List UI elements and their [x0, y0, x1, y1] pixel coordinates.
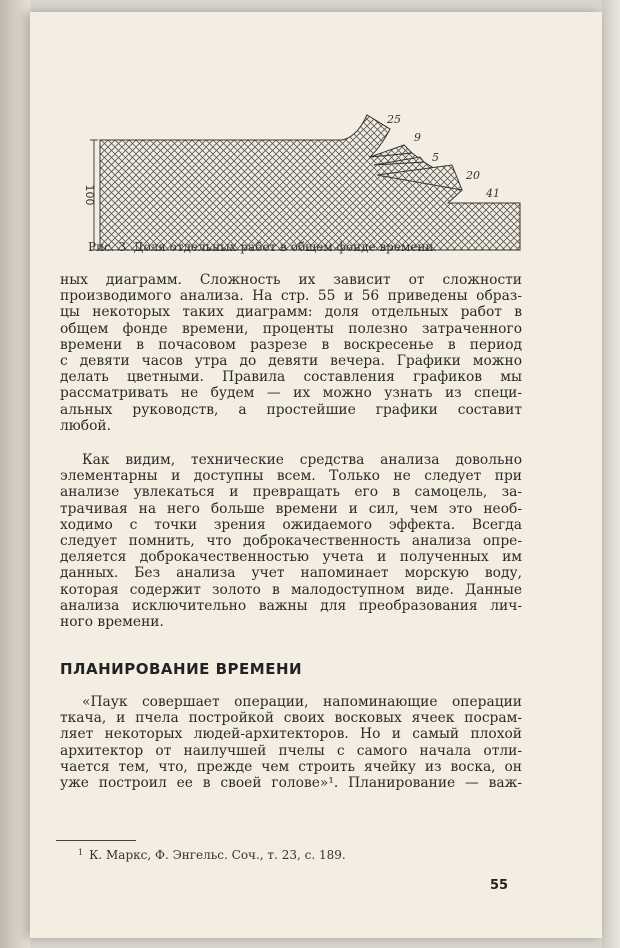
- text-line: элементарны и доступны всем. Только не следует при: [60, 468, 522, 485]
- text-line: уже построил ее в своей голове»¹. Планирование — важ-: [60, 774, 522, 791]
- segment-label-25: 25: [387, 113, 401, 126]
- footnote: [78, 848, 346, 862]
- text-line: ного времени.: [60, 613, 164, 630]
- text-line: общем фонде времени, проценты полезно затраченного: [60, 320, 522, 337]
- text-line: данных. Без анализа учет напоминает морскую воду,: [60, 565, 522, 582]
- section-heading: ПЛАНИРОВАНИЕ ВРЕМЕНИ: [60, 660, 303, 678]
- figure-caption: Рис. 3. Доля отдельных работ в общем фонде времени.: [88, 240, 438, 254]
- text-line: трачивая на него больше времени и сил, чем это необ-: [60, 500, 522, 517]
- text-line: рассматривать не будем — их можно узнать из специ-: [60, 385, 522, 402]
- paragraph-3: [60, 694, 522, 791]
- text-line: деляется доброкачественностью учета и полученных им: [60, 549, 522, 566]
- page-number: 55: [490, 878, 509, 893]
- axis-label: 100: [83, 184, 96, 206]
- text-line: цы некоторых таких диаграмм: доля отдельных работ в: [60, 304, 522, 321]
- footnote-rule: [56, 840, 136, 841]
- text-line: времени в почасовом разрезе в воскресенье в период: [60, 336, 522, 353]
- text-line: производимого анализа. На стр. 55 и 56 приведены образ-: [60, 288, 522, 305]
- paragraph-1: [60, 272, 522, 434]
- text-line: чается тем, что, прежде чем строить ячейку из воска, он: [60, 758, 522, 775]
- text-line: Как видим, технические средства анализа довольно: [82, 452, 522, 468]
- page-edge: [602, 0, 620, 948]
- time-fund-diagram: [52, 105, 522, 255]
- text-line: ляет некоторых людей-архитекторов. Но и самый плохой: [60, 726, 522, 743]
- segment-label-9: 9: [414, 131, 421, 144]
- text-line: любой.: [60, 417, 111, 434]
- text-line: анализа исключительно важны для преобразования лич-: [60, 597, 522, 614]
- text-line: с девяти часов утра до девяти вечера. Графики можно: [60, 352, 522, 369]
- footnote-text: К. Маркс, Ф. Энгельс. Соч., т. 23, с. 189.: [89, 848, 346, 862]
- segment-label-41: 41: [486, 187, 500, 200]
- footnote-marker: 1: [78, 848, 84, 857]
- book-spine: [0, 0, 30, 948]
- text-line: следует помнить, что доброкачественность анализа опре-: [60, 532, 522, 549]
- text-line: ных диаграмм. Сложность их зависит от сложности: [60, 272, 522, 288]
- text-line: анализе увлекаться и превращать его в самоцель, за-: [60, 484, 522, 501]
- text-line: ткача, и пчела постройкой своих восковых ячеек посрам-: [60, 710, 522, 727]
- text-line: делать цветными. Правила составления графиков мы: [60, 369, 522, 386]
- paragraph-2: [60, 452, 522, 630]
- text-line: альных руководств, а простейшие графики составит: [60, 401, 522, 418]
- text-line: ходимо с точки зрения ожидаемого эффекта. Всегда: [60, 516, 522, 533]
- text-line: архитектор от наилучшей пчелы с самого начала отли-: [60, 742, 522, 759]
- segment-label-5: 5: [432, 151, 439, 164]
- text-line: «Паук совершает операции, напоминающие операции: [82, 694, 522, 710]
- segment-label-20: 20: [466, 169, 480, 182]
- text-line: которая содержит золото в малодоступном виде. Данные: [60, 581, 522, 598]
